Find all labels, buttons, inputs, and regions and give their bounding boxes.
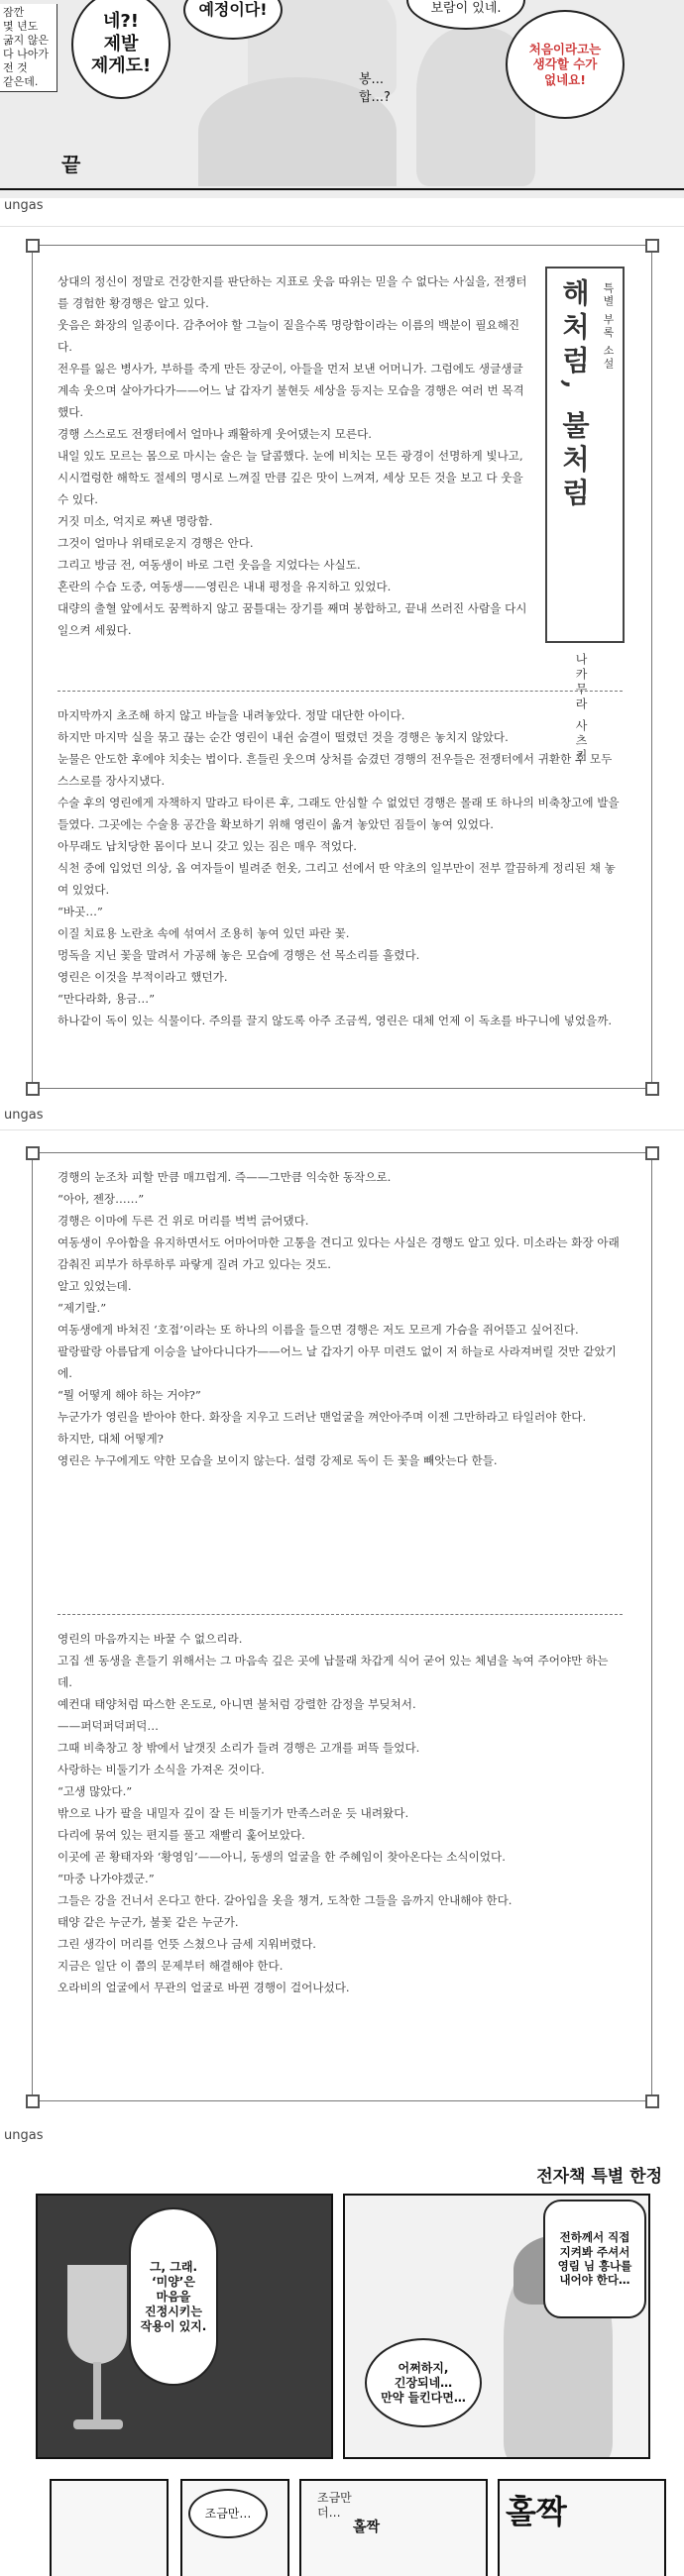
story-paragraph: 밖으로 나가 팔을 내밀자 깊이 잘 든 비둘기가 만족스러운 듯 내려왔다. — [57, 1806, 409, 1820]
manga-panel-bottom-1 — [50, 2479, 169, 2576]
story-page-2 — [0, 1129, 684, 2120]
story-paragraph: “바곳…” — [57, 905, 103, 918]
story-text-part1 — [57, 270, 531, 641]
frame-corner — [26, 2094, 40, 2108]
bubble-line: 전하께서 직접 — [559, 2230, 630, 2245]
frame-corner — [26, 1146, 40, 1160]
story-paragraph: 팔랑팔랑 아름답게 이승을 날아다니다가——어느 날 갑자기 아무 미련도 없이 저 하늘로 사라져버릴 것만 같았기에. — [57, 1344, 617, 1380]
story-paragraph: 태양 같은 누군가, 불꽃 같은 누군가. — [57, 1915, 239, 1929]
story-paragraph: 이질 치료용 노란초 속에 섞여서 조용히 놓여 있던 파란 꽃. — [57, 926, 350, 940]
left-caption — [0, 4, 57, 92]
caption-line: 몇 년도 — [3, 20, 39, 33]
story-paragraph: 그들은 강을 건너서 온다고 한다. 갈아입을 옷을 챙겨, 도착한 그들을 음까지 안내해야 한다. — [57, 1893, 513, 1907]
caption-line: 굶지 않은 — [3, 34, 50, 47]
goblet-stem — [93, 2362, 101, 2421]
section-divider — [57, 1614, 623, 1615]
story-paragraph: 대량의 출혈 앞에서도 꿈쩍하지 않고 꿈틀대는 장기를 째며 봉합하고, 끝내 쓰러진 사람을 다시 일으켜 세웠다. — [57, 601, 527, 637]
bubble-line: ‘미양’은 — [152, 2274, 195, 2289]
caption-line: 같은데. — [3, 75, 39, 88]
story-paragraph: 경행의 눈조차 피할 만큼 매끄럽게. 즉——그만큼 익숙한 동작으로. — [57, 1170, 392, 1184]
story-paragraph: 전우를 잃은 병사가, 부하를 죽게 만든 장군이, 아들을 먼저 보낸 어머니가. 그럼에도 생글생글 계속 웃으며 살아가다가——어느 날 갑자기 불현듯 세상을 등지는 모습을 경행은 여러 번 목격했다. — [57, 362, 524, 419]
sfx-sip: 홀짝 — [506, 2493, 567, 2530]
end-label: 끝 — [61, 153, 81, 176]
story-paragraph: “아아, 젠장……” — [57, 1192, 145, 1206]
bubble-line: 생각할 수가 — [532, 56, 598, 72]
bubble-line: 작용이 있지. — [140, 2318, 207, 2333]
bubble-line: 없네요! — [544, 71, 586, 87]
bubble-line: 영림 님 흥나를 — [557, 2259, 632, 2273]
speech-bubble — [506, 10, 625, 119]
bubble-line: 조금만 — [317, 2491, 352, 2505]
story-paragraph: 하지만 마지막 실을 묶고 끊는 순간 영린이 내쉰 숨결이 떨렸던 것을 경행은 놓치지 않았다. — [57, 730, 509, 744]
story-paragraph: 거짓 미소, 억지로 짜낸 명랑함. — [57, 514, 213, 528]
speech-bubble — [129, 2207, 218, 2386]
story-paragraph: ——퍼덕퍼덕퍼덕… — [57, 1719, 159, 1733]
story-paragraph: 눈물은 안도한 후에야 치솟는 법이다. 흔들린 웃으며 상처를 숨겼던 경행의 전우들은 전쟁터에서 귀환한 후 모두 스스로를 장사지냈다. — [57, 752, 613, 788]
story-paragraph: 누군가가 영린을 받아야 한다. 화장을 지우고 드러난 맨얼굴을 껴안아주며 이젠 그만하라고 타일러야 한다. — [57, 1410, 587, 1424]
caption-line: 전 것 — [3, 61, 28, 74]
sfx-text — [359, 71, 391, 107]
series-label: 특별 부록 소설 — [602, 282, 615, 371]
frame-corner — [26, 1082, 40, 1096]
story-paragraph: “제기랄.” — [57, 1301, 107, 1315]
bubble-line: 어쩌하지, — [398, 2360, 449, 2375]
story-page-1 — [0, 226, 684, 1098]
author-name: 나카무라 사츠키 — [574, 653, 588, 764]
story-text-part2 — [57, 704, 623, 1031]
story-paragraph: 사랑하는 비둘기가 소식을 가져온 것이다. — [57, 1763, 265, 1776]
story-paragraph: 하나같이 독이 있는 식물이다. 주의를 끌지 않도록 아주 조금씩, 영린은 대체 언제 이 독초를 바구니에 넣었을까. — [57, 1014, 613, 1027]
story-paragraph: 여동생에게 바쳐진 ‘호접’이라는 또 하나의 이름을 들으면 경행은 저도 모르게 가슴을 쥐어뜯고 싶어진다. — [57, 1323, 579, 1337]
top-manga-strip — [0, 0, 684, 198]
story-paragraph: 혼란의 수습 도중, 여동생——영린은 내내 평정을 유지하고 있었다. — [57, 580, 392, 593]
bubble-line: 내어야 한다… — [559, 2273, 630, 2288]
story-paragraph: 그것이 얼마나 위태로운지 경행은 안다. — [57, 536, 254, 550]
story-paragraph: 알고 있었는데. — [57, 1279, 132, 1293]
story-title: 해처럼, 불처럼 — [558, 278, 591, 512]
speech-bubble — [188, 2489, 268, 2538]
bubble-line: 보람이 있네. — [430, 0, 502, 16]
goblet-base — [73, 2419, 123, 2429]
story-paragraph: 여동생이 우아함을 유지하면서도 어마어마한 고통을 견디고 있다는 사실은 경행도 알고 있다. 미소라는 화장 아래 감춰진 피부가 하루하루 파랗게 질려 가고 있다는 것도. — [57, 1235, 620, 1271]
speech-bubble — [543, 2200, 646, 2318]
story-paragraph: 다리에 묶여 있는 편지를 풀고 재빨리 훑어보았다. — [57, 1828, 305, 1842]
story-paragraph: 예컨대 태양처럼 따스한 온도로, 아니면 불처럼 강렬한 감정을 부딪쳐서. — [57, 1697, 416, 1711]
bubble-line: 지켜봐 주셔서 — [559, 2244, 630, 2259]
bubble-line: 그, 그래. — [149, 2259, 198, 2274]
story-paragraph: 그때 비축창고 창 밖에서 날갯짓 소리가 들려 경행은 고개를 퍼뜩 들었다. — [57, 1741, 420, 1755]
story-paragraph: “뭘 어떻게 해야 하는 거야?” — [57, 1388, 201, 1402]
story-paragraph: 마지막까지 초조해 하지 않고 바늘을 내려놓았다. 정말 대단한 아이다. — [57, 708, 405, 722]
sfx-line: 봉... — [359, 72, 384, 87]
bubble-line: 예정이다! — [198, 0, 268, 19]
bubble-line: 진정시키는 — [145, 2304, 202, 2318]
story-paragraph: 내일 있도 모르는 몸으로 마시는 술은 늘 달콤했다. 눈에 비치는 모든 광경이 선명하게 빛나고, 시시껄렁한 해학도 절세의 명시로 느껴질 만큼 깊은 맛이 느껴져, 세상 모든 것을 보고 다 웃을 수 있다. — [57, 449, 523, 506]
story-paragraph: 그린 생각이 머리를 언뜻 스쳤으나 금세 지워버렸다. — [57, 1937, 316, 1951]
story-text-part4 — [57, 1628, 623, 1998]
bubble-line: 처음이라고는 — [528, 41, 602, 56]
frame-corner — [645, 1082, 659, 1096]
caption-line: 잠깐 — [3, 6, 25, 19]
story-paragraph: 상대의 정신이 정말로 건강한지를 판단하는 지표로 웃음 따위는 믿을 수 없다는 사실을, 전쟁터를 경험한 황경행은 알고 있다. — [57, 274, 527, 310]
story-paragraph: 영린의 마음까지는 바꿀 수 없으리라. — [57, 1632, 243, 1646]
speech-text — [317, 2491, 352, 2521]
story-paragraph: 수술 후의 영린에게 자책하지 말라고 타이른 후, 그래도 안심할 수 없었던 경행은 몰래 또 하나의 비축창고에 발을 들였다. 그곳에는 수술용 공간을 확보하기 위해 영린이 옮겨 놓았던 짐들이 놓여 있었다. — [57, 796, 620, 831]
story-paragraph: “마중 나가야겠군.” — [57, 1872, 155, 1885]
bubble-line: 긴장되네… — [394, 2375, 453, 2390]
story-paragraph: 식천 중에 입었던 의상, 옵 여자들이 빌려준 헌옷, 그리고 선에서 딴 약초의 일부만이 전부 깔끔하게 정리된 채 놓여 있었다. — [57, 861, 616, 897]
goblet-illustration — [67, 2265, 127, 2364]
story-paragraph: 하지만, 대체 어떻게? — [57, 1432, 164, 1446]
story-title-box — [545, 267, 625, 643]
story-paragraph: 지금은 일단 이 쯤의 문제부터 해결해야 한다. — [57, 1959, 284, 1973]
frame-corner — [645, 2094, 659, 2108]
story-paragraph: 웃음은 화장의 일종이다. 감추어야 할 그늘이 짙을수록 명랑함이라는 이름의 백분이 필요해진다. — [57, 318, 520, 354]
bubble-line: 만약 들킨다면… — [381, 2390, 466, 2405]
story-paragraph: 멍독을 지닌 꽃을 말려서 가공해 놓은 모습에 경행은 선 목소리를 흘렸다. — [57, 948, 420, 962]
bubble-line: 더… — [317, 2506, 341, 2520]
bubble-line: 제발 — [103, 33, 139, 54]
watermark: ungas — [4, 198, 44, 213]
watermark: ungas — [4, 2128, 44, 2143]
story-paragraph: 오라비의 얼굴에서 무관의 얼굴로 바뀐 경행이 걸어나섰다. — [57, 1981, 350, 1994]
story-paragraph: 그리고 방금 전, 여동생이 바로 그런 웃음을 지었다는 사실도. — [57, 558, 361, 572]
story-paragraph: “만다라화, 용금…” — [57, 992, 156, 1006]
sfx-line: 합...? — [359, 90, 391, 105]
bottom-manga-strip — [0, 2152, 684, 2576]
ebook-exclusive-header: 전자책 특별 한정 — [536, 2167, 662, 2187]
story-paragraph: 이곳에 곧 황태자와 ‘황영임’——아니, 동생의 얼굴을 한 주혜임이 찾아온다는 소식이었다. — [57, 1850, 506, 1864]
caption-line: 다 나아가 — [3, 48, 50, 60]
bubble-line: 조금만… — [204, 2506, 252, 2521]
story-paragraph: 경행은 이마에 두른 건 위로 머리를 벅벅 긁어댔다. — [57, 1214, 309, 1228]
frame-corner — [26, 239, 40, 253]
bubble-line: 마음을 — [156, 2289, 191, 2304]
story-paragraph: “고생 많았다.” — [57, 1784, 133, 1798]
speech-bubble — [365, 2338, 482, 2427]
story-text-part3 — [57, 1166, 623, 1471]
story-paragraph: 경행 스스로도 전쟁터에서 얼마나 쾌활하게 웃어댔는지 모른다. — [57, 427, 372, 441]
frame-corner — [645, 1146, 659, 1160]
bubble-line: 제게도! — [90, 55, 152, 77]
sfx-sip: 홀짝 — [353, 2520, 381, 2535]
story-paragraph: 아무래도 납치당한 몸이다 보니 갖고 있는 짐은 매우 적었다. — [57, 839, 357, 853]
watermark: ungas — [4, 1108, 44, 1123]
story-paragraph: 영린은 누구에게도 약한 모습을 보이지 않는다. 설령 강제로 독이 든 꽃을 빼앗는다 한들. — [57, 1453, 498, 1467]
frame-corner — [645, 239, 659, 253]
story-paragraph: 영린은 이것을 부적이라고 했던가. — [57, 970, 228, 984]
section-divider — [57, 691, 623, 692]
story-paragraph: 고집 센 동생을 흔들기 위해서는 그 마음속 깊은 곳에 납물래 차갑게 식어 굳어 있는 체념을 녹여 주어야만 하는데. — [57, 1654, 609, 1689]
bubble-line: 네?! — [102, 11, 140, 33]
